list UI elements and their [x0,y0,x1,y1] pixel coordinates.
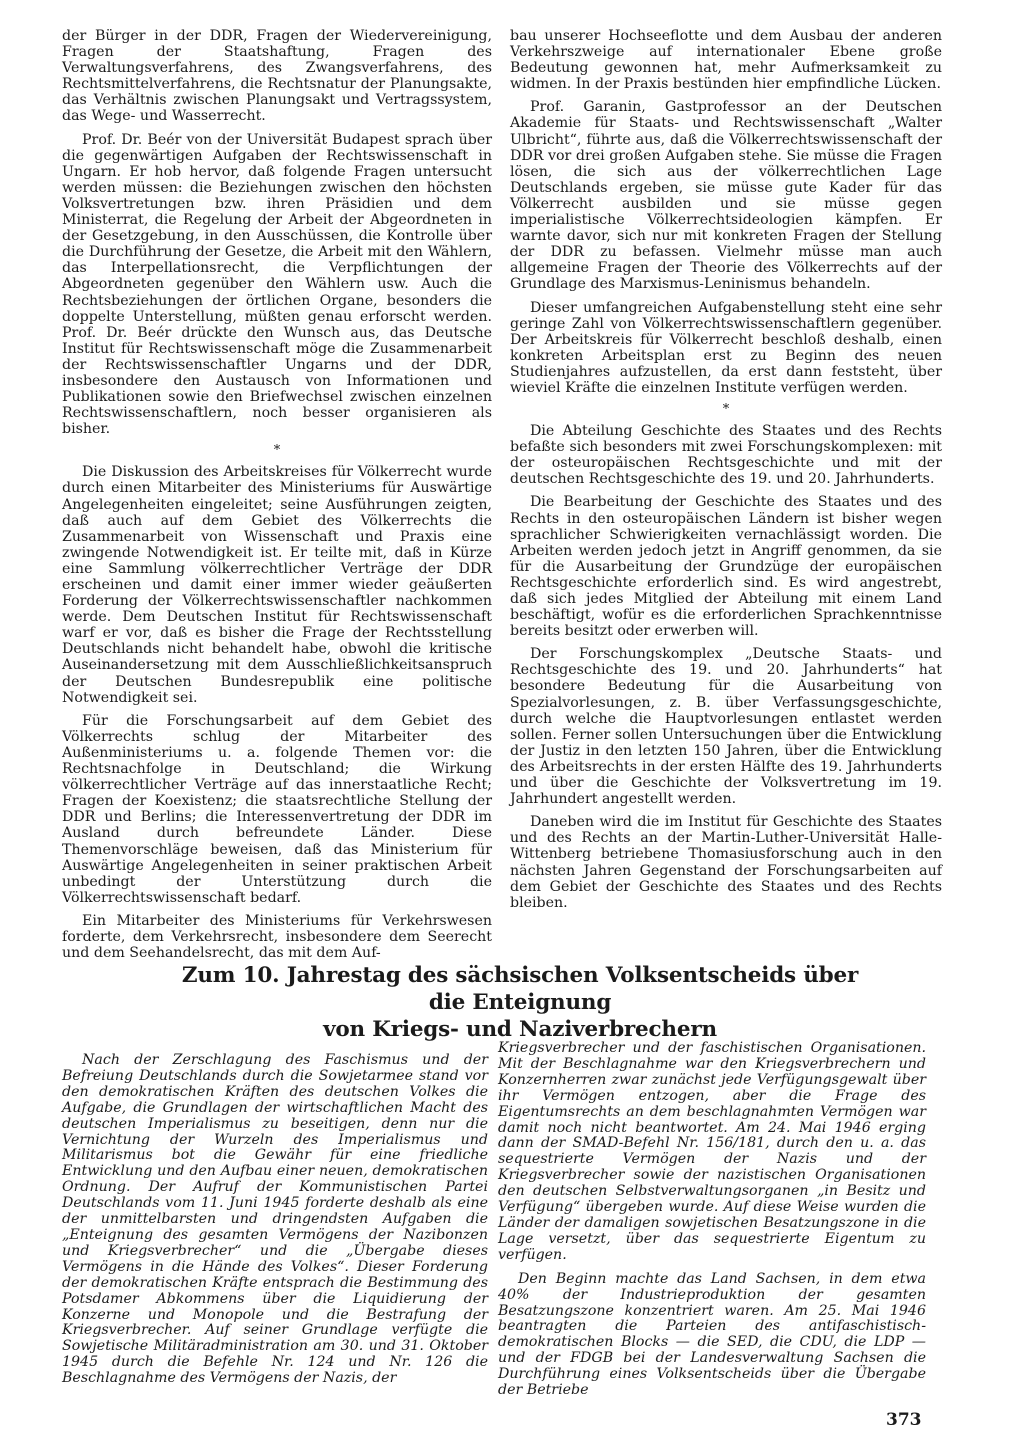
paragraph: Ein Mitarbeiter des Ministeriums für Verkehrswesen forderte, dem Verkehrsrecht, insbesondere dem Seerecht und dem Seehandelsrecht, das mit dem Auf- [62,912,492,962]
column-right-top [510,28,942,918]
paragraph: Für die Forschungsarbeit auf dem Gebiet des Völkerrechts schlug der Mitarbeiter des Außenministeriums u. a. folgende Themen vor: die Rechtsnachfolge in Deutschland; die Wirkung völkerrechtlicher Verträge auf das innerstaatliche Recht; Fragen der Koexistenz; die staatsrechtliche Stellung der DDR und Berlins; die Interessenvertretung der DDR im Ausland durch befreundete Länder. Diese Themenvorschläge beweisen, daß das Ministerium für Auswärtige Angelegenheiten in seiner praktischen Arbeit unbedingt der Unterstützung durch die Völkerrechtswissenschaft bedarf. [62,712,492,906]
paragraph: Die Bearbeitung der Geschichte des Staates und des Rechts in den osteuropäischen Ländern ist bisher wegen sprachlicher Schwierigkeiten vernachlässigt worden. Die Arbeiten werden jedoch jetzt in Angriff genommen, da sie für die Ausarbeitung der Grundzüge der europäischen Rechtsgeschichte erforderlich sind. Es wird angestrebt, daß sich jedes Mitglied der Abteilung mit einem Land beschäftigt, wofür es die erforderlichen Sprachkenntnisse bereits besitzt oder erwerben will. [510,494,942,640]
column-left-bottom [62,1053,488,1395]
paragraph: Prof. Dr. Beér von der Universität Budapest sprach über die gegenwärtigen Aufgaben der Rechtswissenschaft in Ungarn. Er hob hervor, daß folgende Fragen untersucht werden müssen: die Beziehungen zwischen den höchsten Volksvertretungen bzw. ihren Präsidien und dem Ministerrat, die Regelung der Arbeit der Abgeordneten in der Gesetzgebung, in den Ausschüssen, die Kontrolle über die Durchführung der Gesetze, die Arbeit mit den Wählern, das Interpellationsrecht, die Verpflichtungen der Abgeordneten gegenüber den Wählern usw. Auch die Rechtsbeziehungen der örtlichen Organe, besonders die doppelte Unterstellung, müßten genau erforscht werden. Prof. Dr. Beér drückte den Wunsch aus, das Deutsche Institut für Rechtswissenschaft möge die Zusammenarbeit der Rechtswissenschaftler Ungarns und der DDR, insbesondere den Austausch von Informationen und Publikationen sowie den Briefwechsel zwischen einzelnen Rechtswissenschaftlern, noch besser organisieren als bisher. [62,131,492,438]
paragraph: bau unserer Hochseeflotte und dem Ausbau der anderen Verkehrszweige auf internationaler Ebene große Bedeutung gewonnen hat, mehr Aufmerksamkeit zu widmen. In der Praxis bestünden hier empfindliche Lücken. [510,28,942,93]
paragraph: Daneben wird die im Institut für Geschichte des Staates und des Rechts an der Martin-Luther-Universität Halle-Wittenberg betriebene Thomasiusforschung auch in den nächsten Jahren Gegenstand der Forschungsarbeiten auf dem Gebiet der Geschichte des Staates und des Rechts bleiben. [510,814,942,911]
paragraph: Die Diskussion des Arbeitskreises für Völkerrecht wurde durch einen Mitarbeiter des Ministeriums für Auswärtige Angelegenheiten eingeleitet; seine Ausführungen zeigten, daß auch auf dem Gebiet des Völkerrechts die Zusammenarbeit von Wissenschaft und Praxis eine zwingende Notwendigkeit ist. Er teilte mit, daß in Kürze eine Sammlung völkerrechtlicher Verträge der DDR erscheinen und damit einer immer wieder geäußerten Forderung der Völkerrechtswissenschaftler nachkommen werde. Dem Deutschen Institut für Rechtswissenschaft warf er vor, daß es bisher die Frage der Rechtsstellung Deutschlands nicht behandelt habe, obwohl die kritische Auseinandersetzung mit dem Ausschließlichkeitsanspruch der Deutschen Bundesrepublik eine politische Notwendigkeit sei. [62,464,492,706]
column-right-bottom [498,1041,926,1407]
heading-line-1: Zum 10. Jahrestag des sächsischen Volksentscheids über die Enteignung [181,963,859,1015]
section-separator: * [722,402,730,418]
page-number: 373 [886,1410,922,1430]
paragraph: Nach der Zerschlagung des Faschismus und der Befreiung Deutschlands durch die Sowjetarmee stand vor den demokratischen Kräften des deutschen Volkes die Aufgabe, die Grundlagen der wirtschaftlichen Macht des deutschen Imperialismus zu beseitigen, denn nur die Vernichtung der Wurzeln des Imperialismus und Militarismus bot die Gewähr für eine friedliche Entwicklung und den Aufbau einer neuen, demokratischen Ordnung. Der Aufruf der Kommunistischen Partei Deutschlands vom 11. Juni 1945 forderte deshalb als eine der unmittelbarsten und dringendsten Aufgaben die „Enteignung des gesamten Vermögens der Nazibonzen und Kriegsverbrecher“ und die „Übergabe dieses Vermögens in die Hände des Volkes“. Dieser Forderung der demokratischen Kräfte entsprach die Bestimmung des Potsdamer Abkommens über die Liquidierung der Konzerne und Monopole und die Bestrafung der Kriegsverbrecher. Auf seiner Grundlage verfügte die Sowjetische Militäradministration am 30. und 31. Oktober 1945 durch die Befehle Nr. 124 und Nr. 126 die Beschlagnahme des Vermögens der Nazis, der [62,1052,488,1387]
paragraph: Den Beginn machte das Land Sachsen, in dem etwa 40% der Industrieproduktion der gesamten Besatzungszone konzentriert waren. Am 25. Mai 1946 beantragten die Parteien des antifaschistisch-demokratischen Blocks — die SED, die CDU, die LDP — und der FDGB bei der Landesverwaltung Sachsen die Durchführung eines Volksentscheids über die Übergabe der Betriebe [498,1270,926,1399]
section-separator: * [273,443,281,459]
heading-line-2: von Kriegs- und Naziverbrechern [323,1017,717,1042]
article-heading [175,962,865,1043]
paragraph: Prof. Garanin, Gastprofessor an der Deutschen Akademie für Staats- und Rechtswissenschaft „Walter Ulbricht“, führte aus, daß die Völkerrechtswissenschaft der DDR vor drei großen Aufgaben stehe. Sie müsse die Fragen lösen, die sich aus der völkerrechtlichen Lage Deutschlands ergeben, sie müsse gute Kader für das Völkerrecht ausbilden und sie müsse gegen imperialistische Völkerrechtsideologien kämpfen. Er warnte davor, sich nur mit konkreten Fragen der Stellung der DDR zu befassen. Vielmehr müsse man auch allgemeine Fragen der Theorie des Völkerrechts auf der Grundlage des Marxismus-Leninismus behandeln. [510,99,942,293]
paragraph: Der Forschungskomplex „Deutsche Staats- und Rechtsgeschichte des 19. und 20. Jahrhunderts“ hat besondere Bedeutung für die Ausarbeitung von Spezialvorlesungen, z. B. über Verfassungsgeschichte, durch welche die Hauptvorlesungen entlastet werden sollen. Ferner sollen Untersuchungen über die Entwicklung der Justiz in den letzten 150 Jahren, über die Entwicklung des Arbeitsrechts in der ersten Hälfte des 19. Jahrhunderts und über die Geschichte der Volksvertretung im 19. Jahrhundert angestellt werden. [510,646,942,808]
paragraph: Dieser umfangreichen Aufgabenstellung steht eine sehr geringe Zahl von Völkerrechtswissenschaftlern gegenüber. Der Arbeitskreis für Völkerrecht beschloß deshalb, einen konkreten Arbeitsplan erst zu Beginn des neuen Studienjahres aufzustellen, da erst dann feststeht, über wieviel Kräfte die einzelnen Institute verfügen werden. [510,299,942,396]
paragraph: Die Abteilung Geschichte des Staates und des Rechts befaßte sich besonders mit zwei Forschungskomplexen: mit der osteuropäischen Rechtsgeschichte und mit der deutschen Rechtsgeschichte des 19. und 20. Jahrhunderts. [510,423,942,488]
column-left-top [62,28,492,968]
paragraph: der Bürger in der DDR, Fragen der Wiedervereinigung, Fragen der Staatshaftung, Fragen des Verwaltungsverfahrens, des Zwangsverfahrens, des Rechtsmittelverfahrens, die Rechtsnatur der Planungsakte, das Verhältnis zwischen Planungsakt und Vertragssystem, das Wege- und Wasserrecht. [62,28,492,125]
paragraph: Kriegsverbrecher und der faschistischen Organisationen. Mit der Beschlagnahme war den Kriegsverbrechern und Konzernherren zwar zunächst jede Verfügungsgewalt über ihr Vermögen entzogen, aber die Frage des Eigentumsrechts an dem beschlagnahmten Vermögen war damit noch nicht beantwortet. Am 24. Mai 1946 erging dann der SMAD-Befehl Nr. 156/181, durch den u. a. das sequestrierte Vermögen der Nazis und der Kriegsverbrecher sowie der nazistischen Organisationen den deutschen Selbstverwaltungsorganen „in Besitz und Verfügung“ übergeben wurde. Auf diese Weise wurden die Länder der damaligen sowjetischen Besatzungszone in die Lage versetzt, über das sequestrierte Eigentum zu verfügen. [498,1040,926,1263]
